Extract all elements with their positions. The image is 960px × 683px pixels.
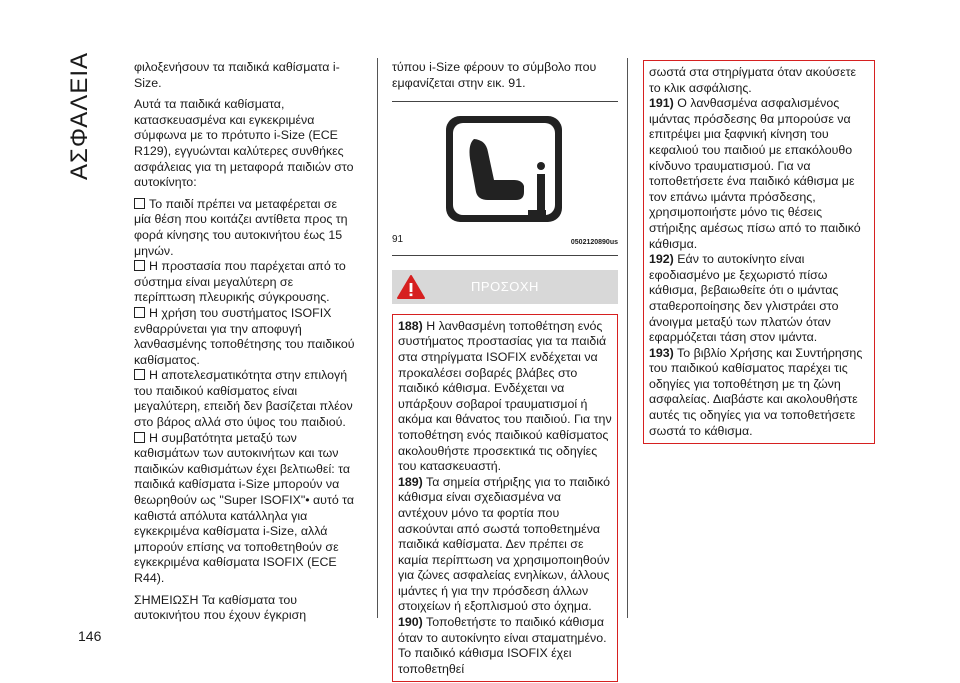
bullet-text: Η αποτελεσματικότητα στην επιλογή του παιδικού καθίσματος είναι μεγαλύτερη, επειδή δεν βασίζεται πλέον στο βάρος αλλά στο ύψος του παιδιού. xyxy=(134,368,353,430)
bullet-item xyxy=(134,197,356,259)
note-text: Το βιβλίο Χρήσης και Συντήρησης του παιδικού καθίσματος παρέχει τις οδηγίες για τοποθέτηση με τη ζώνη ασφαλείας. Διαβάστε και ακολουθήστε αυτές τις οδηγίες για να τοποθετήσετε σωστά το κάθισμα. xyxy=(649,345,863,438)
warning-lead: σωστά στα στηρίγματα όταν ακούσετε το κλικ ασφάλισης. xyxy=(649,65,857,95)
note-number: 192) xyxy=(649,252,674,267)
warning-title: ΠΡΟΣΟΧΗ xyxy=(471,278,539,294)
col2-paragraph-1: τύπου i-Size φέρουν το σύμβολο που εμφανίζεται στην εικ. 91. xyxy=(392,60,597,90)
checkbox-bullet-icon xyxy=(134,260,145,271)
col1-note: ΣΗΜΕΙΩΣΗ Τα καθίσματα του αυτοκινήτου που έχουν έγκριση xyxy=(134,592,307,623)
warning-note xyxy=(649,346,869,440)
note-text: Εάν το αυτοκίνητο είναι εφοδιασμένο με ξεχωριστό πίσω κάθισμα, βεβαιωθείτε ότι ο ιμάντας σταθεροποίησης δεν γλιστράει στο άνοιγμα μεταξύ των πλατών όταν εφαρμόζεται τάση στον ιμάντα. xyxy=(649,252,839,345)
warning-note xyxy=(398,319,612,475)
column-2 xyxy=(392,60,618,682)
figure-number: 91 xyxy=(392,234,404,246)
note-text: Ο λανθασμένα ασφαλισμένος ιμάντας πρόσδεσης θα μπορούσε να επιτρέψει μια ξαφνική κίνηση του κεφαλιού του παιδιού με επακόλουθο κίνδυνο τραυματισμού. Για να τοποθετήσετε ένα παιδικό κάθισμα με τον επάνω ιμάντα πρόσδεσης, χρησιμοποιήστε μόνο τις θέσεις στήριξης αμέσως πίσω από το παιδικό κάθισμα. xyxy=(649,96,861,251)
column-3 xyxy=(643,60,875,444)
bullet-text: Η συμβατότητα μεταξύ των καθισμάτων των αυτοκινήτων και των παιδικών καθισμάτων έχει βελτιωθεί: τα παιδικά καθίσματα i-Size μπορούν να θεωρηθούν ως "Super ISOFIX"• αυτό τα καθιστά απόλυτα κατάλληλα για εγκεκριμένα καθίσματα i-Size, αλλά μπορούν επίσης να τοποθετηθούν σε εγκεκριμένα καθίσματα ISOFIX (ECE R44). xyxy=(134,430,355,585)
column-divider xyxy=(627,58,628,618)
checkbox-bullet-icon xyxy=(134,432,145,443)
note-text: Η λανθασμένη τοποθέτηση ενός συστήματος προστασίας για τα παιδιά στα στηρίγματα ISOFIX ενδέχεται να προκαλέσει σοβαρές βλάβες στο παιδικό κάθισμα. Ενδέχεται να υπάρξουν σοβαροί τραυματισμοί ή ακόμα και θάνατος του παιδιού. Για την τοποθέτηση ενός παιδικού καθίσματος ακολουθήστε προσεκτικά τις οδηγίες του κατασκευαστή. xyxy=(398,318,612,474)
note-text: Τα σημεία στήριξης για το παιδικό κάθισμα είναι σχεδιασμένα να αντέχουν μόνο τα φορτία που ασκούνται από σωστά τοποθετημένα παιδικά καθίσματα. Δεν πρέπει σε καμία περίπτωση να χρησιμοποιηθούν για ζώνες ασφαλείας ενηλίκων, άλλους ιμάντες ή για την πρόσδεση άλλων στοιχείων ή εξοπλισμού στο όχημα. xyxy=(398,474,610,614)
section-title: ΑΣΦΑΛΕΙΑ xyxy=(66,51,93,180)
bullet-text: Η χρήση του συστήματος ISOFIX ενθαρρύνεται για την αποφυγή λανθασμένης τοποθέτησης του παιδικού καθίσματος. xyxy=(134,305,355,367)
note-number: 193) xyxy=(649,345,674,360)
figure-top-rule xyxy=(392,101,618,102)
bullet-text: Η προστασία που παρέχεται από το σύστημα είναι μεγαλύτερη σε περίπτωση πλευρικής σύγκρουσης. xyxy=(134,259,346,305)
col1-paragraph-2: Αυτά τα παιδικά καθίσματα, κατασκευασμένα και εγκεκριμένα σύμφωνα με το πρότυπο i-Size (ECE R129), εγγυώνται καλύτερες συνθήκες ασφάλειας για τη μεταφορά παιδιών στο αυτοκίνητο: xyxy=(134,97,354,190)
warning-header xyxy=(392,270,618,304)
checkbox-bullet-icon xyxy=(134,198,145,209)
warning-note xyxy=(649,96,869,252)
bullet-text: Το παιδί πρέπει να μεταφέρεται σε μία θέση που κοιτάζει αντίθετα προς τη φορά κίνησης του αυτοκινήτου έως 15 μηνών. xyxy=(134,196,348,258)
warning-box-continued xyxy=(643,60,875,444)
warning-note xyxy=(398,475,612,615)
bullet-item xyxy=(134,431,356,587)
note-number: 190) xyxy=(398,615,423,630)
warning-note xyxy=(398,615,612,677)
figure-caption xyxy=(392,232,618,251)
note-text: Τοποθετήστε το παιδικό κάθισμα όταν το αυτοκίνητο είναι σταματημένο. Το παιδικό κάθισμα ISOFIX έχει τοποθετηθεί xyxy=(398,615,607,676)
figure-bottom-rule xyxy=(392,255,618,256)
bullet-item xyxy=(134,259,356,306)
page-number: 146 xyxy=(78,628,102,644)
column-divider xyxy=(377,58,378,618)
note-number: 189) xyxy=(398,474,423,489)
col1-paragraph-1: φιλοξενήσουν τα παιδικά καθίσματα i-Size. xyxy=(134,60,340,90)
bullet-item xyxy=(134,306,356,368)
warning-note xyxy=(649,252,869,346)
figure-91 xyxy=(392,110,618,230)
warning-box xyxy=(392,314,618,683)
i-size-child-seat-symbol-icon xyxy=(444,114,564,224)
bullet-item xyxy=(134,368,356,430)
checkbox-bullet-icon xyxy=(134,307,145,318)
checkbox-bullet-icon xyxy=(134,369,145,380)
column-1 xyxy=(134,60,356,630)
figure-code: 0502120890us xyxy=(570,239,618,247)
note-number: 191) xyxy=(649,96,674,111)
note-number: 188) xyxy=(398,318,423,333)
